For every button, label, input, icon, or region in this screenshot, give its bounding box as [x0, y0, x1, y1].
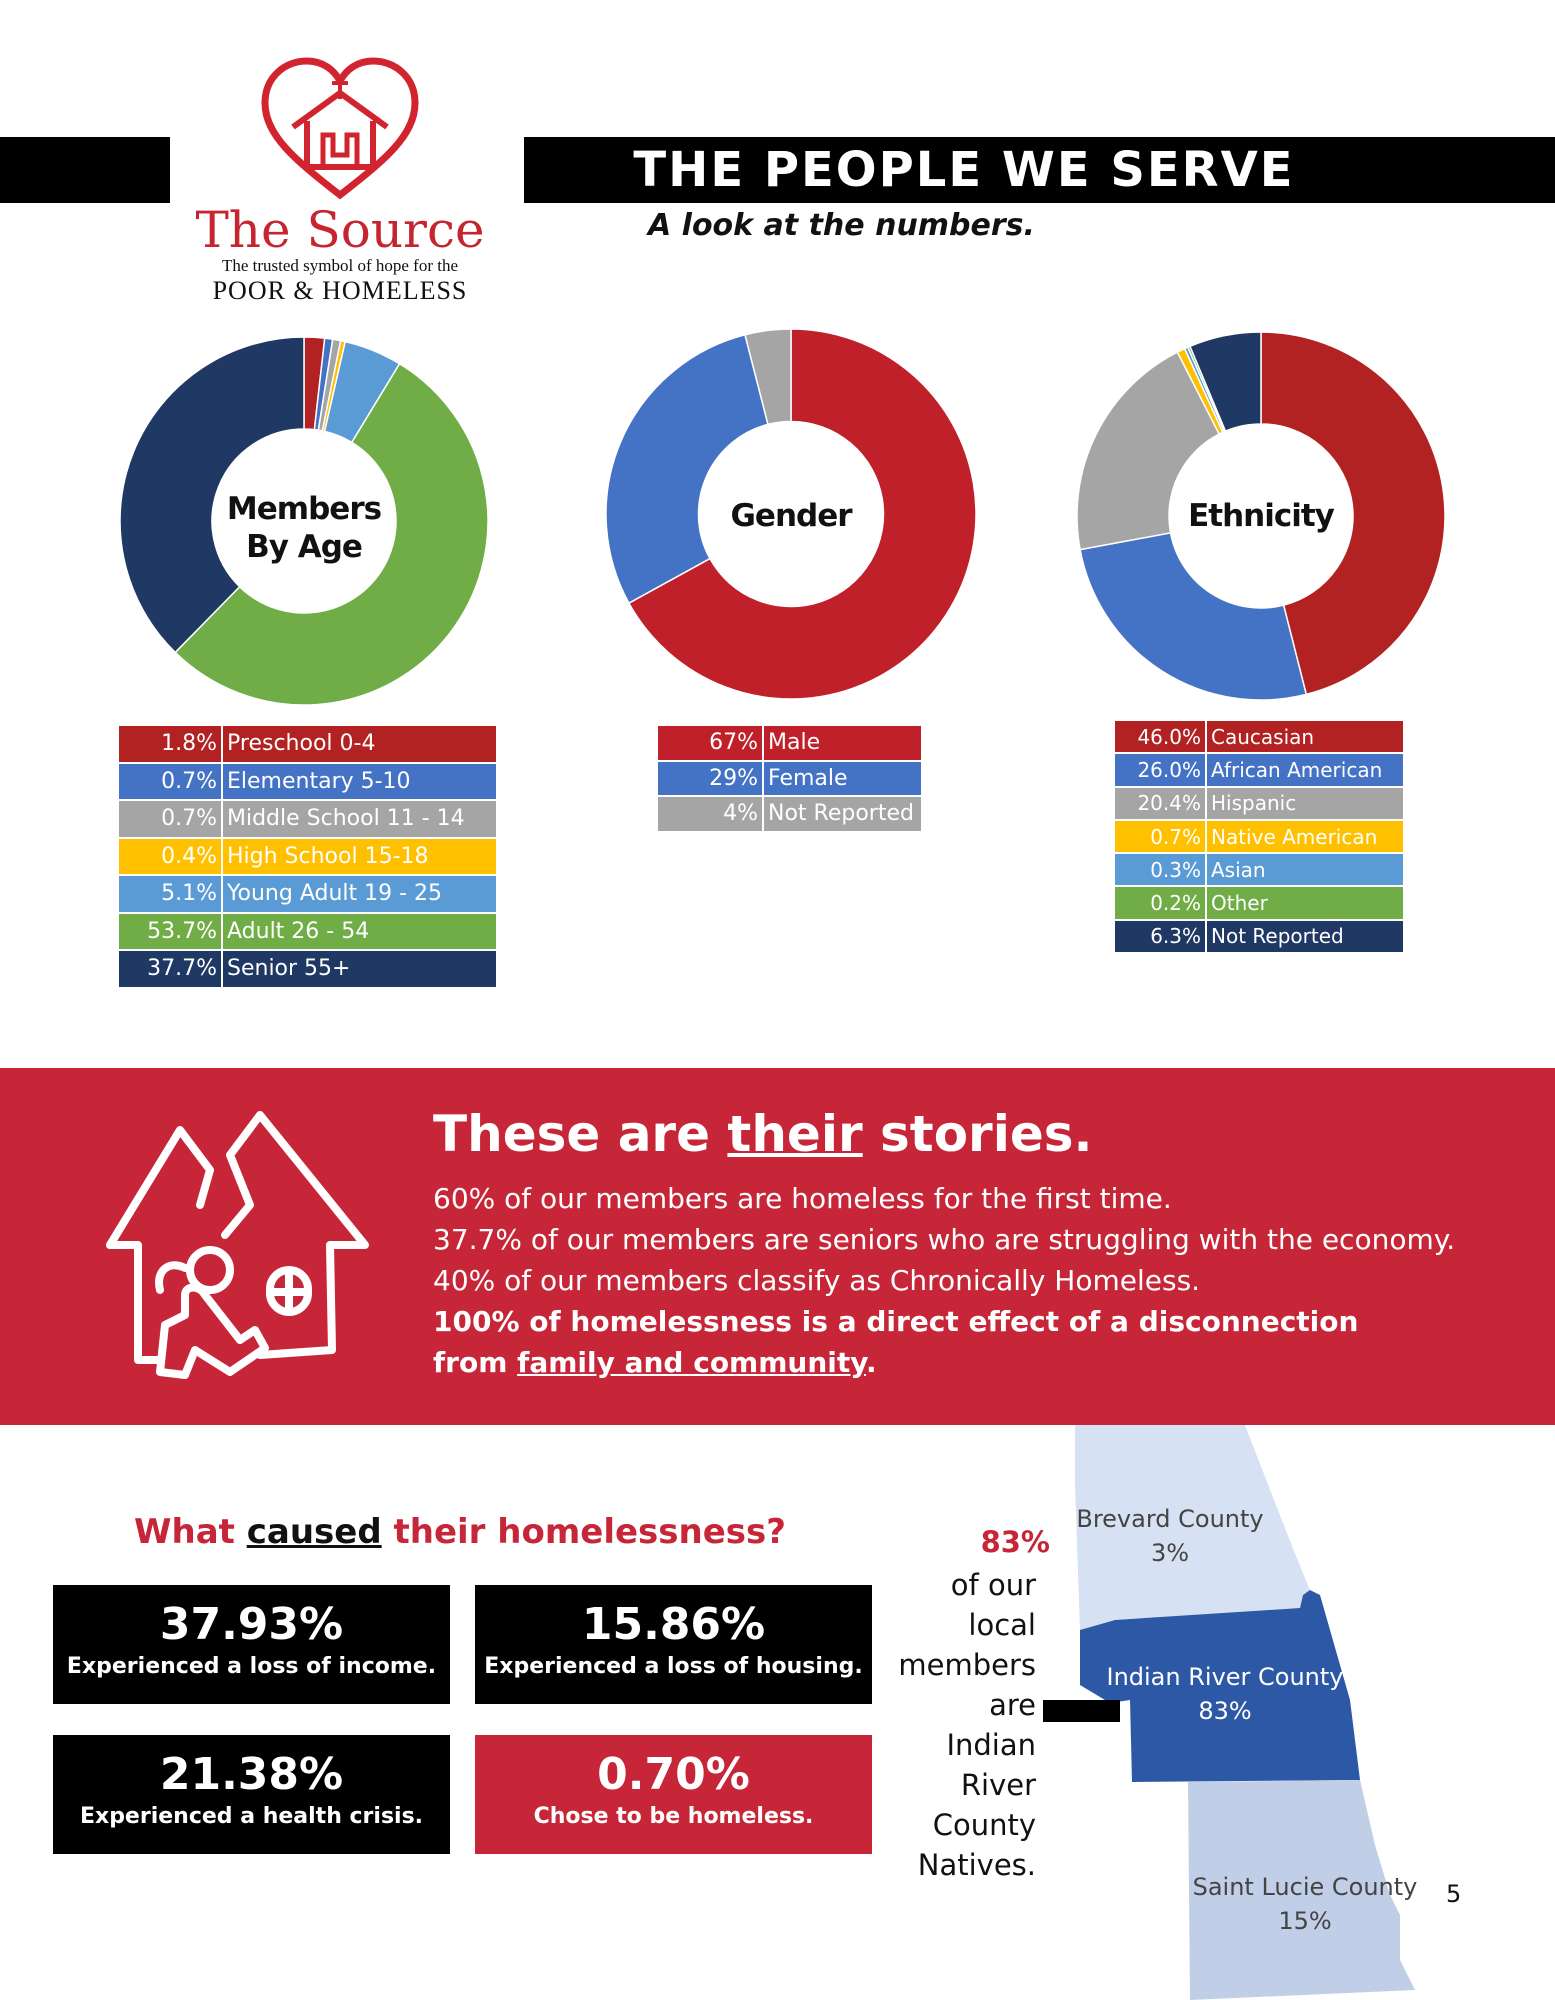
age-legend-row	[118, 725, 497, 763]
cause-value: 37.93%	[159, 1599, 344, 1650]
saint-lucie-county-pct: 15%	[1278, 1907, 1332, 1935]
ethnicity-slice-1	[1080, 533, 1306, 700]
page-title: THE PEOPLE WE SERVE	[633, 142, 1295, 198]
ethnicity-legend-pct: 20.4%	[1114, 787, 1206, 820]
stories-title-suffix: stories.	[862, 1105, 1093, 1163]
ethnicity-legend-row	[1114, 787, 1404, 820]
stories-title-emphasis: their	[727, 1105, 863, 1163]
age-legend-row	[118, 800, 497, 838]
age-legend-pct: 0.4%	[118, 838, 222, 876]
page-number: 5	[1446, 1880, 1462, 1908]
cause-value: 0.70%	[597, 1749, 750, 1800]
stories-line-bold: 100% of homelessness is a direct effect of a disconnection	[433, 1305, 1359, 1338]
ethnicity-legend-label: Other	[1206, 886, 1404, 919]
cause-value: 21.38%	[159, 1749, 344, 1800]
brand-name: The Source	[195, 201, 485, 259]
stories-line: 37.7% of our members are seniors who are struggling with the economy.	[433, 1223, 1456, 1256]
ethnicity-legend-pct: 46.0%	[1114, 720, 1206, 753]
natives-line: local	[968, 1608, 1036, 1642]
brand-tagline: The trusted symbol of hope for the	[221, 256, 459, 275]
natives-line: members	[898, 1648, 1036, 1682]
age-legend-pct: 5.1%	[118, 875, 222, 913]
cause-card-health	[53, 1735, 450, 1854]
map-pointer	[1043, 1700, 1120, 1722]
gender-legend-label: Female	[763, 761, 922, 797]
gender-legend-pct: 4%	[657, 796, 763, 832]
natives-line: County	[932, 1808, 1036, 1842]
ethnicity-legend-pct: 0.3%	[1114, 853, 1206, 886]
ethnicity-legend-row	[1114, 920, 1404, 953]
natives-text	[880, 1565, 1036, 1885]
brevard-county-label	[1060, 1502, 1280, 1570]
age-legend-pct: 53.7%	[118, 913, 222, 951]
stories-line5-prefix: from	[433, 1346, 518, 1379]
ethnicity-legend-row	[1114, 820, 1404, 853]
ethnicity-legend-pct: 26.0%	[1114, 753, 1206, 786]
age-legend-row	[118, 950, 497, 988]
age-chart-label-line1: Members	[226, 491, 382, 527]
age-chart-label-line2: By Age	[246, 529, 362, 565]
saint-lucie-county-label	[1185, 1870, 1425, 1938]
cause-description: Experienced a loss of housing.	[484, 1654, 863, 1679]
ethnicity-legend-pct: 0.2%	[1114, 886, 1206, 919]
ethnicity-legend-label: Caucasian	[1206, 720, 1404, 753]
cause-value: 15.86%	[581, 1599, 766, 1650]
age-legend-label: Preschool 0-4	[222, 725, 497, 763]
gender-legend-pct: 29%	[657, 761, 763, 797]
gender-legend-row	[657, 725, 922, 761]
natives-line: of our	[950, 1568, 1036, 1602]
saint-lucie-county-name: Saint Lucie County	[1192, 1873, 1418, 1901]
gender-legend-row	[657, 761, 922, 797]
age-legend-label: Young Adult 19 - 25	[222, 875, 497, 913]
family-community-link: family and community	[517, 1346, 866, 1379]
ethnicity-legend-pct: 6.3%	[1114, 920, 1206, 953]
homeless-house-icon	[100, 1110, 370, 1390]
age-legend-label: Middle School 11 - 14	[222, 800, 497, 838]
brand-subline: POOR & HOMELESS	[212, 276, 468, 305]
stories-title	[433, 1105, 1093, 1163]
gender-legend-pct: 67%	[657, 725, 763, 761]
age-chart-label	[204, 490, 404, 566]
natives-line: Indian	[946, 1728, 1036, 1762]
ethnicity-legend-row	[1114, 753, 1404, 786]
natives-line: River	[960, 1768, 1036, 1802]
ethnicity-legend-label: Native American	[1206, 820, 1404, 853]
stories-title-prefix: These are	[433, 1105, 728, 1163]
natives-line: Natives.	[917, 1848, 1036, 1882]
gender-chart-label: Gender	[730, 498, 852, 534]
header-bar-left	[0, 137, 170, 203]
ethnicity-chart-label: Ethnicity	[1188, 498, 1334, 534]
ethnicity-legend-label: Asian	[1206, 853, 1404, 886]
ethnicity-legend-row	[1114, 886, 1404, 919]
natives-line: are	[989, 1688, 1036, 1722]
brevard-county-name: Brevard County	[1076, 1505, 1264, 1533]
stories-text	[433, 1178, 1455, 1383]
age-legend-label: Adult 26 - 54	[222, 913, 497, 951]
page-subtitle: A look at the numbers.	[648, 208, 1035, 243]
stories-line5-suffix: .	[865, 1346, 877, 1379]
age-legend-row	[118, 875, 497, 913]
age-legend-pct: 0.7%	[118, 763, 222, 801]
heart-church-icon	[255, 55, 425, 205]
causes-title-suffix: their homelessness?	[381, 1512, 786, 1552]
gender-legend-label: Male	[763, 725, 922, 761]
age-legend-label: Senior 55+	[222, 950, 497, 988]
cause-description: Chose to be homeless.	[533, 1804, 814, 1829]
indian-river-county-name: Indian River County	[1106, 1663, 1344, 1691]
age-legend-label: Elementary 5-10	[222, 763, 497, 801]
indian-river-county-label	[1085, 1660, 1365, 1728]
natives-percentage: 83%	[980, 1525, 1050, 1559]
gender-legend-table	[656, 724, 923, 833]
age-legend-pct: 1.8%	[118, 725, 222, 763]
ethnicity-legend-label: Hispanic	[1206, 787, 1404, 820]
gender-slice-1	[606, 335, 768, 603]
cause-card-housing	[475, 1585, 872, 1704]
cause-card-chose	[475, 1735, 872, 1854]
cause-card-income	[53, 1585, 450, 1704]
causes-title-prefix: What	[133, 1512, 247, 1552]
causes-title	[120, 1512, 800, 1552]
brevard-county-pct: 3%	[1150, 1539, 1190, 1567]
cause-description: Experienced a loss of income.	[66, 1654, 437, 1679]
age-legend-row	[118, 838, 497, 876]
age-legend-row	[118, 763, 497, 801]
ethnicity-legend-row	[1114, 853, 1404, 886]
cause-description: Experienced a health crisis.	[79, 1804, 424, 1829]
age-legend-row	[118, 913, 497, 951]
gender-legend-row	[657, 796, 922, 832]
ethnicity-legend-label: Not Reported	[1206, 920, 1404, 953]
age-legend-pct: 0.7%	[118, 800, 222, 838]
ethnicity-legend-table	[1113, 719, 1405, 954]
ethnicity-legend-row	[1114, 720, 1404, 753]
stories-line: 40% of our members classify as Chronically Homeless.	[433, 1264, 1201, 1297]
stories-line-bold	[433, 1342, 1455, 1383]
age-legend-label: High School 15-18	[222, 838, 497, 876]
stories-line: 60% of our members are homeless for the first time.	[433, 1182, 1172, 1215]
ethnicity-legend-pct: 0.7%	[1114, 820, 1206, 853]
indian-river-county-pct: 83%	[1198, 1697, 1252, 1725]
causes-title-emphasis: caused	[246, 1512, 382, 1552]
age-legend-pct: 37.7%	[118, 950, 222, 988]
gender-legend-label: Not Reported	[763, 796, 922, 832]
ethnicity-legend-label: African American	[1206, 753, 1404, 786]
age-legend-table	[117, 724, 498, 989]
